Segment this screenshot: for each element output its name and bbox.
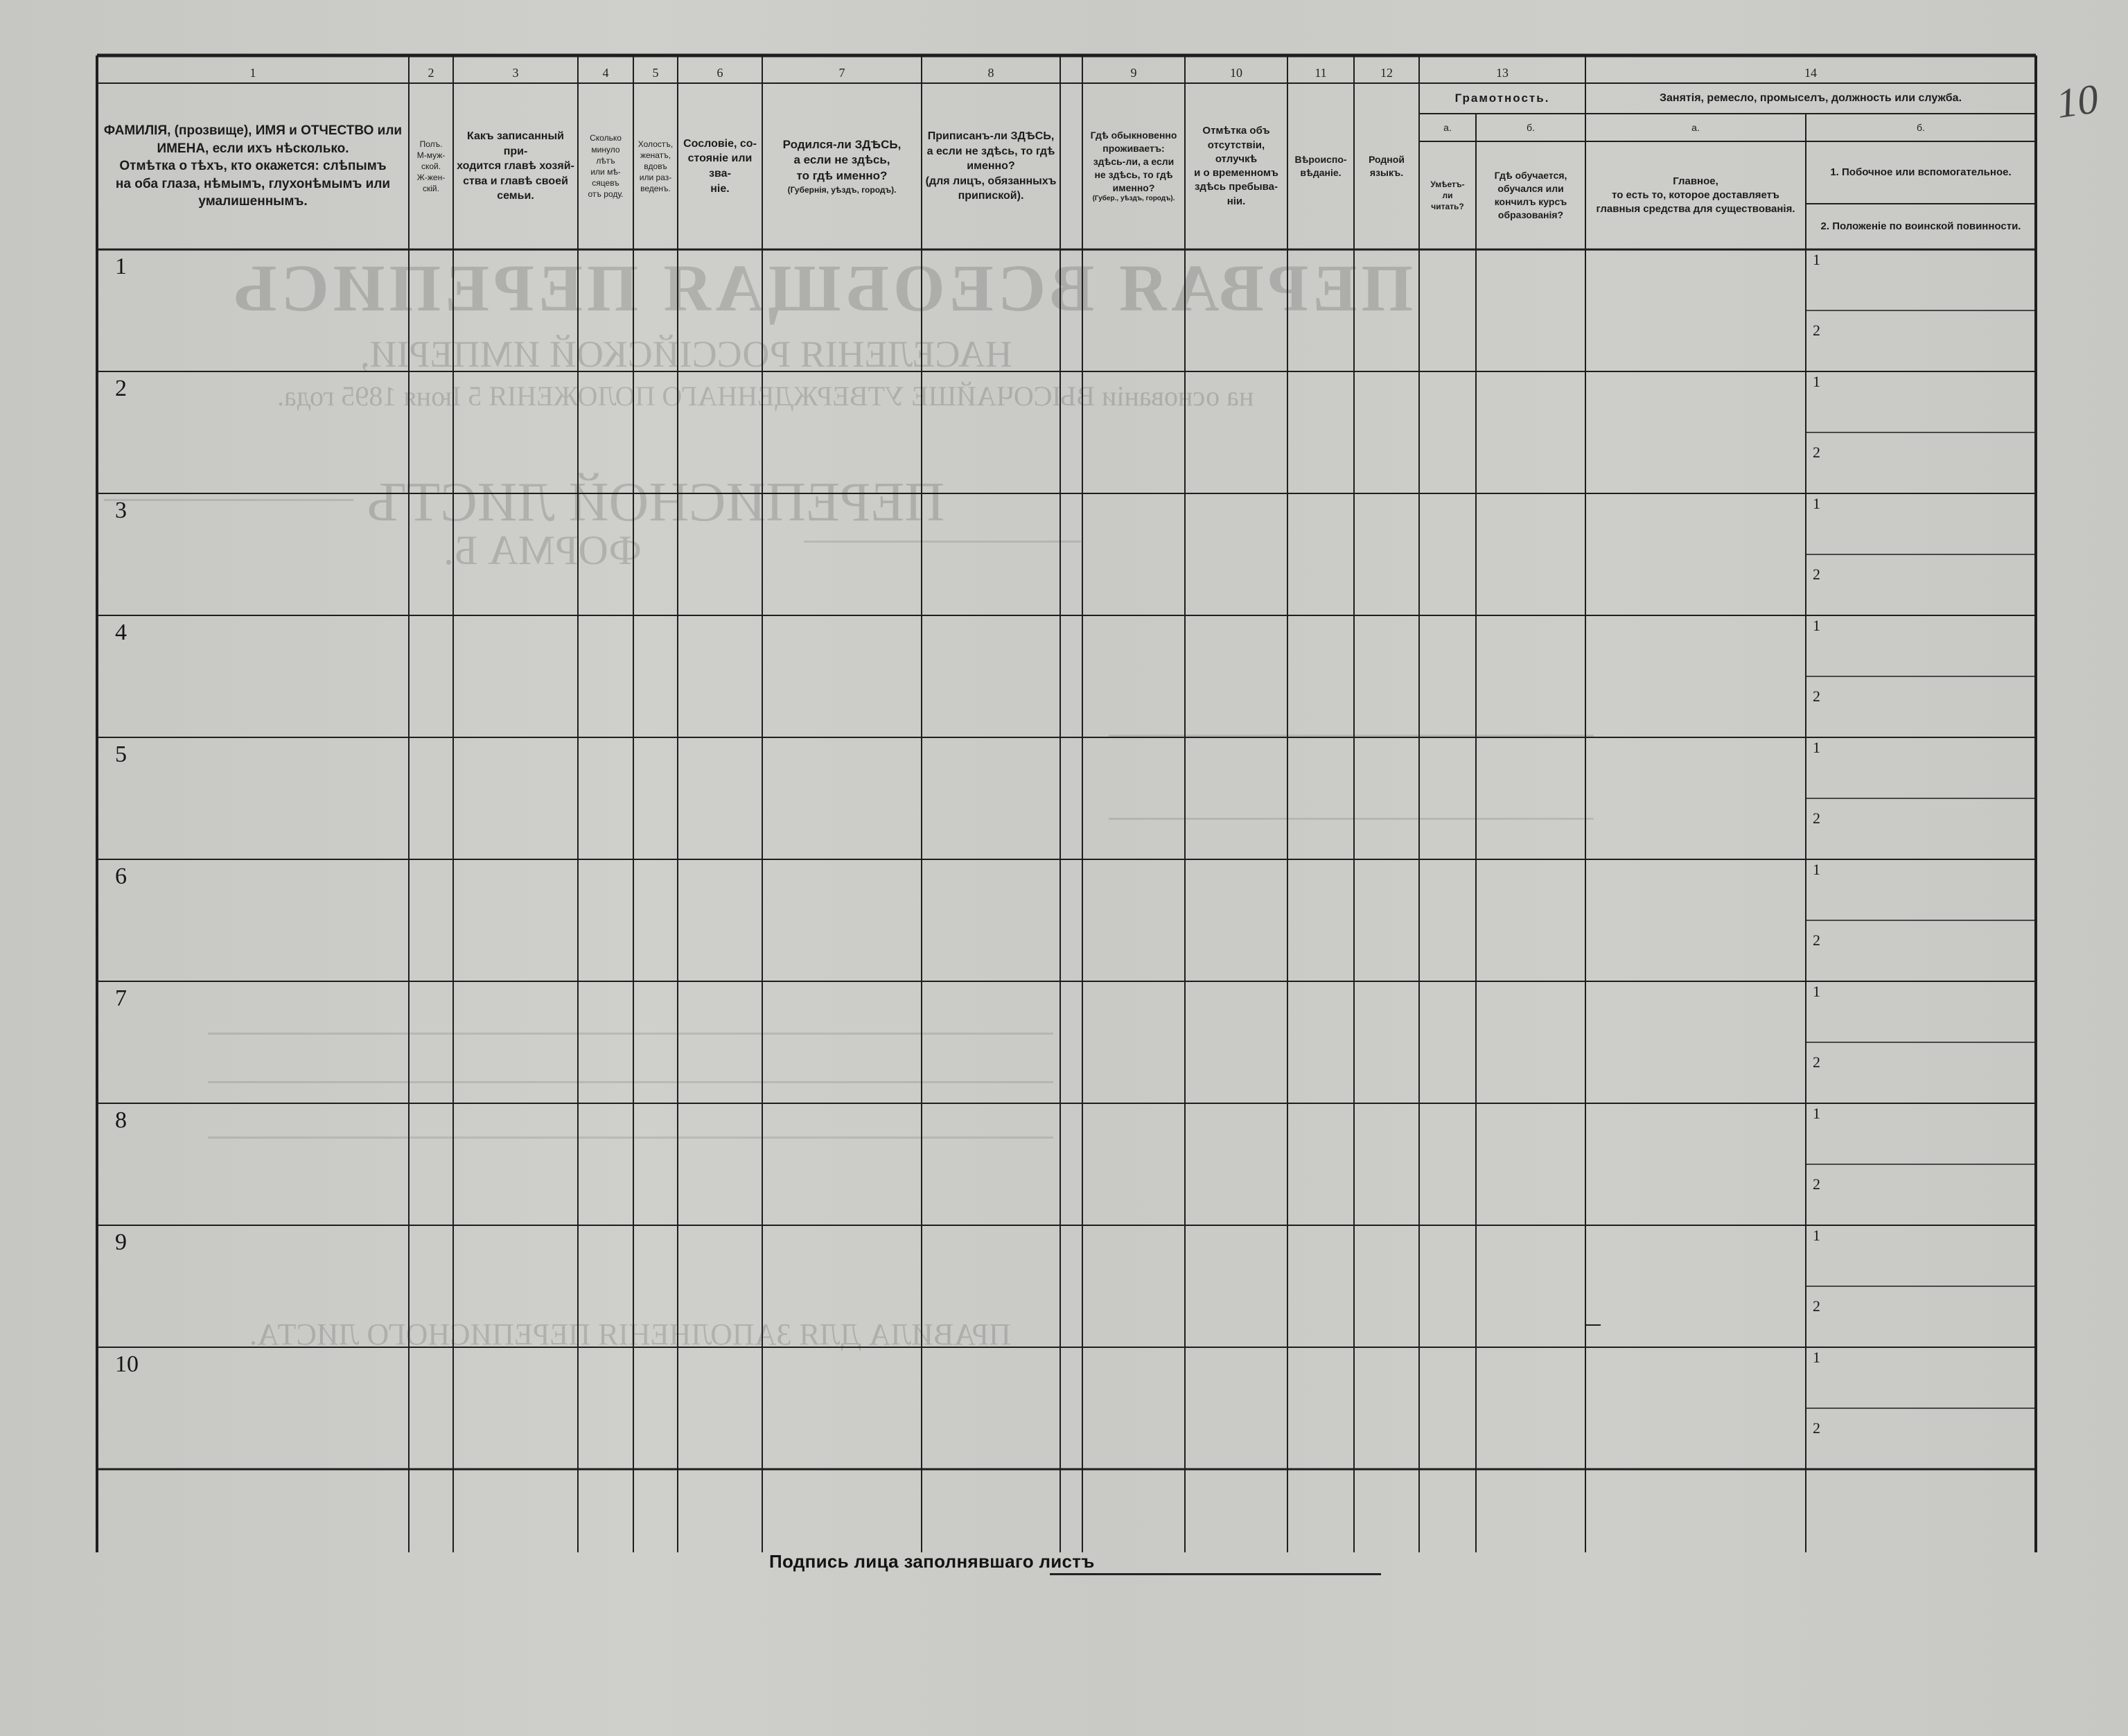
column-number: 2: [428, 66, 434, 80]
header-line: вѣданіе.: [1300, 167, 1342, 178]
sub-row-label: 1: [1813, 1227, 1820, 1244]
bleed-through-form: ФОРМА Б.: [443, 527, 642, 573]
header-line: здѣсь-ли, а если: [1093, 155, 1175, 167]
sub-row-label: 2: [1813, 444, 1820, 461]
header-relation: [453, 83, 578, 249]
sub-row-label: 1: [1813, 373, 1820, 390]
bleed-through-sheet-title: ПЕРЕПИСНОЙ ЛИСТЪ: [367, 472, 944, 533]
header-line: стояніе или зва-: [687, 152, 753, 179]
header-line: на оба глаза, нѣмымъ, глухонѣмымъ или: [115, 176, 391, 191]
column-number: 7: [838, 66, 845, 80]
header-line: именно?: [967, 160, 1015, 173]
header-line: припиской).: [958, 190, 1024, 202]
row-number: 5: [115, 742, 127, 767]
header-line: читать?: [1431, 202, 1464, 212]
header-literacy-title: Грамотность.: [1454, 91, 1550, 105]
header-line: то есть то, которое доставляетъ: [1612, 188, 1779, 201]
row-number: 3: [115, 498, 127, 523]
page-number-mark: 10: [2053, 76, 2102, 127]
header-line: Гдѣ обучается,: [1494, 170, 1567, 182]
header-line: главныя средства для существованія.: [1596, 203, 1795, 216]
column-number: 8: [987, 66, 994, 80]
header-line: (для лицъ, обязанныхъ: [925, 175, 1057, 187]
header-line: ФАМИЛІЯ, (прозвище), ИМЯ и ОТЧЕСТВО или: [103, 123, 403, 138]
sub-row-label: 1: [1813, 739, 1820, 756]
header-line: Ж-жен-: [416, 173, 446, 183]
column-number: 13: [1496, 66, 1509, 80]
header-line: отсутствіи, отлучкѣ: [1207, 139, 1265, 165]
header-line: ніе.: [710, 182, 730, 195]
header-line: ства и главѣ своей: [463, 175, 568, 187]
header-line: а если не здѣсь,: [793, 153, 890, 167]
header-line: языкъ.: [1369, 167, 1404, 178]
header-line: кончилъ курсъ: [1494, 196, 1567, 207]
header-residence: [1082, 83, 1185, 249]
header-line: лѣтъ: [596, 155, 615, 166]
sub-row-label: 2: [1813, 322, 1820, 339]
bleed-through-rules: ПРАВИЛА ДЛЯ ЗАПОЛНЕНІЯ ПЕРЕПИСНОГО ЛИСТА.: [249, 1317, 1011, 1351]
column-number: 9: [1130, 66, 1137, 80]
header-line: Гдѣ обыкновенно: [1090, 130, 1177, 141]
row-number: 10: [115, 1351, 139, 1377]
sub-row-label: 2: [1813, 1175, 1820, 1193]
header-line: Вѣроиспо-: [1294, 154, 1347, 166]
column-number: 12: [1380, 66, 1393, 80]
header-registration: [922, 83, 1060, 249]
column-number: 4: [602, 66, 609, 80]
header-education: [1476, 141, 1585, 249]
header-line: М-муж-: [416, 150, 446, 160]
sub-row-label: 1: [1813, 495, 1820, 512]
row-number: 9: [115, 1229, 127, 1255]
header-line: Приписанъ-ли ЗДѢСЬ,: [927, 130, 1055, 143]
header-line: или мѣ-: [590, 167, 621, 177]
header-line: Холостъ,: [637, 139, 674, 149]
header-line: Сколько: [590, 133, 622, 143]
row-number: 6: [115, 863, 127, 889]
header-line: Сословіе, со-: [683, 137, 757, 150]
column-number: 3: [512, 66, 519, 80]
sub-row-label: 1: [1813, 983, 1820, 1000]
header-line: Отмѣтка о тѣхъ, кто окажется: слѣпымъ: [119, 159, 387, 174]
bleed-through-subtitle: НАСЕЛЕНІЯ РОССІЙСКОЙ ИМПЕРІИ,: [360, 333, 1012, 375]
header-line: или раз-: [639, 173, 672, 183]
sub-row-label: 2: [1813, 1053, 1820, 1071]
header-line: Какъ записанный при-: [467, 130, 564, 157]
header-age: [578, 83, 633, 249]
column-number: 1: [249, 66, 256, 80]
header-religion: [1287, 83, 1354, 249]
sub-row-label: 2: [1813, 687, 1820, 705]
row-number: 2: [115, 376, 127, 401]
sub-row-label: 1: [1813, 251, 1820, 268]
sub-row-label: 1: [1813, 1105, 1820, 1122]
header-line: (Губернія, уѣздъ, городъ).: [787, 185, 897, 195]
header-line: сяцевъ: [592, 178, 619, 188]
header-occupation-a-letter: а.: [1691, 121, 1700, 133]
sub-row-label: 1: [1813, 861, 1820, 878]
header-line: проживаетъ:: [1102, 142, 1165, 154]
header-line: ходится главѣ хозяй-: [457, 160, 574, 173]
header-occupation-title: Занятія, ремесло, промыселъ, должность или служба.: [1659, 92, 1962, 105]
header-birthplace: [762, 83, 922, 249]
header-line: именно?: [1112, 182, 1155, 193]
header-line: обучался или: [1497, 183, 1564, 195]
header-line: и о временномъ: [1194, 167, 1278, 179]
header-line: семьи.: [497, 190, 534, 202]
header-line: здѣсь пребыва-: [1194, 181, 1278, 193]
sub-row-label: 2: [1813, 565, 1820, 583]
header-line: отъ роду.: [588, 189, 624, 200]
header-line: ніи.: [1226, 195, 1246, 207]
header-name: [97, 83, 409, 249]
header-line: образованія?: [1497, 209, 1564, 220]
header-main-occupation: [1585, 141, 1806, 249]
header-line: умалишеннымъ.: [198, 194, 308, 209]
bleed-through-decree: на основаніи ВЫСОЧАЙШЕ УТВЕРЖДЕННАГО ПОЛОЖЕНІЯ 5 Іюня 1895 года.: [277, 380, 1254, 412]
header-military-status: 2. Положеніе по воинской повинности.: [1820, 220, 2021, 232]
header-line: ской.: [421, 161, 441, 171]
header-secondary-occupation: 1. Побочное или вспомогательное.: [1830, 166, 2012, 178]
column-number: 14: [1804, 66, 1817, 80]
header-line: минуло: [591, 144, 620, 155]
header-line: а если не здѣсь, то гдѣ: [926, 145, 1055, 157]
row-number: 8: [115, 1107, 127, 1133]
bleed-through-title: ПЕРВАЯ ВСЕОБЩАЯ ПЕРЕПИСЬ: [229, 251, 1414, 325]
header-line: ИМЕНА, если ихъ нѣсколько.: [157, 141, 349, 156]
header-language: [1354, 83, 1419, 249]
header-occupation-b-letter: б.: [1917, 121, 1925, 133]
header-literacy-b-letter: б.: [1527, 121, 1535, 133]
header-line: вдовъ: [644, 161, 667, 171]
header-marital: [633, 83, 678, 249]
sub-row-label: 1: [1813, 1349, 1820, 1366]
sub-row-label: 2: [1813, 931, 1820, 949]
header-absence: [1185, 83, 1287, 249]
header-can-read: [1419, 141, 1476, 249]
signature-line[interactable]: [1050, 1573, 1381, 1575]
header-line: Полъ.: [419, 139, 443, 149]
header-line: то гдѣ именно?: [796, 169, 888, 183]
header-estate: [678, 83, 762, 249]
header-line: ли: [1442, 190, 1453, 200]
sub-row-label: 2: [1813, 1419, 1820, 1437]
header-line: Отмѣтка объ: [1202, 125, 1270, 137]
header-line: (Губер., уѣздъ, городъ).: [1092, 195, 1175, 203]
header-line: Родной: [1369, 154, 1405, 166]
sub-row-label: 1: [1813, 617, 1820, 634]
column-number: 11: [1314, 66, 1327, 80]
column-number: 10: [1230, 66, 1242, 80]
header-line: Умѣетъ-: [1430, 179, 1465, 189]
header-line: Главное,: [1673, 175, 1718, 187]
sub-row-label: 2: [1813, 1297, 1820, 1315]
row-number: 7: [115, 985, 127, 1011]
header-line: женатъ,: [640, 150, 671, 160]
header-line: веденъ.: [640, 184, 671, 194]
column-number: 5: [652, 66, 659, 80]
header-line: скій.: [423, 184, 439, 194]
row-number: 1: [115, 254, 127, 279]
header-sex: [409, 83, 453, 249]
signature-label: Подпись лица заполнявшаго листъ: [769, 1551, 1095, 1572]
header-line: не здѣсь, то гдѣ: [1094, 168, 1173, 180]
header-literacy-a-letter: а.: [1443, 121, 1452, 133]
sub-row-label: 2: [1813, 809, 1820, 827]
header-line: Родился-ли ЗДѢСЬ,: [782, 137, 902, 151]
column-number: 6: [716, 66, 723, 80]
row-number: 4: [115, 620, 127, 645]
